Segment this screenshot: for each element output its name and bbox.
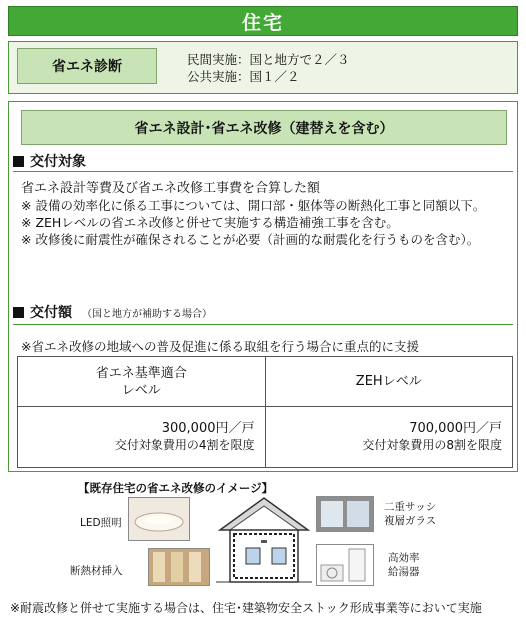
- target-note: ※ 設備の効率化に係る工事については、開口部・躯体等の断熱化工事と同額以下。: [21, 198, 486, 213]
- double-sash-photo: [316, 496, 374, 532]
- page-title: 住宅: [8, 6, 518, 36]
- standard-amount-cell: [18, 407, 266, 468]
- target-note: ※ 改修後に耐震性が確保されることが必要（計画的な耐震化を行うものを含む）。: [21, 232, 480, 247]
- amount-value: 300,000円／戸: [161, 421, 255, 436]
- ceiling-light-icon: [129, 498, 189, 540]
- double-sash-label: 二重サッシ 複層ガラス: [384, 501, 437, 527]
- divider: [13, 171, 513, 172]
- column-header-standard: 省エネ基準適合 レベル: [18, 357, 266, 407]
- private-rate: 民間実施：国と地方で２／３: [187, 52, 350, 67]
- public-rate: 公共実施：国１／２: [187, 69, 300, 84]
- insulation-label: 断熱材挿入: [70, 565, 123, 577]
- target-description: [21, 180, 511, 248]
- window-icon: [317, 497, 373, 531]
- square-bullet-icon: [13, 307, 24, 318]
- seismic-footnote: ※耐震改修と併せて実施する場合は、住宅･建築物安全ストック形成事業等において実施: [10, 601, 482, 615]
- house-illustration-icon: [216, 492, 312, 588]
- target-lead: 省エネ設計等費及び省エネ改修工事費を合算した額: [21, 181, 321, 196]
- target-note: ※ ZEHレベルの省エネ改修と併せて実施する構造補強工事を含む。: [21, 215, 399, 230]
- retrofit-image-caption: 【既存住宅の省エネ改修のイメージ】: [78, 481, 274, 495]
- energy-design-section: [8, 101, 518, 472]
- amount-limit: 交付対象費用の4割を限度: [114, 438, 255, 452]
- led-light-photo: [128, 497, 190, 541]
- water-heater-icon: [317, 545, 373, 585]
- amount-heading: 交付額 （国と地方が補助する場合）: [13, 302, 212, 322]
- energy-diagnosis-label: 省エネ診断: [17, 48, 157, 84]
- water-heater-label: 高効率 給湯器: [388, 552, 420, 578]
- square-bullet-icon: [13, 156, 24, 167]
- priority-support-note: ※省エネ改修の地域への普及促進に係る取組を行う場合に重点的に支援: [21, 339, 419, 354]
- energy-diagnosis-rates: [187, 51, 350, 85]
- energy-design-header: 省エネ設計･省エネ改修（建替えを含む）: [21, 110, 507, 145]
- energy-diagnosis-section: [8, 41, 518, 94]
- amount-value: 700,000円／戸: [409, 421, 502, 436]
- column-header-zeh: ZEHレベル: [265, 357, 513, 407]
- target-heading: 交付対象: [13, 151, 86, 171]
- insulation-photo: [148, 548, 210, 586]
- water-heater-photo: [316, 544, 374, 586]
- led-label: LED照明: [80, 517, 122, 529]
- zeh-amount-cell: [265, 407, 513, 468]
- divider: [13, 324, 513, 325]
- insulation-icon: [149, 549, 209, 585]
- subsidy-amount-table: [17, 356, 513, 468]
- amount-limit: 交付対象費用の8割を限度: [362, 438, 502, 452]
